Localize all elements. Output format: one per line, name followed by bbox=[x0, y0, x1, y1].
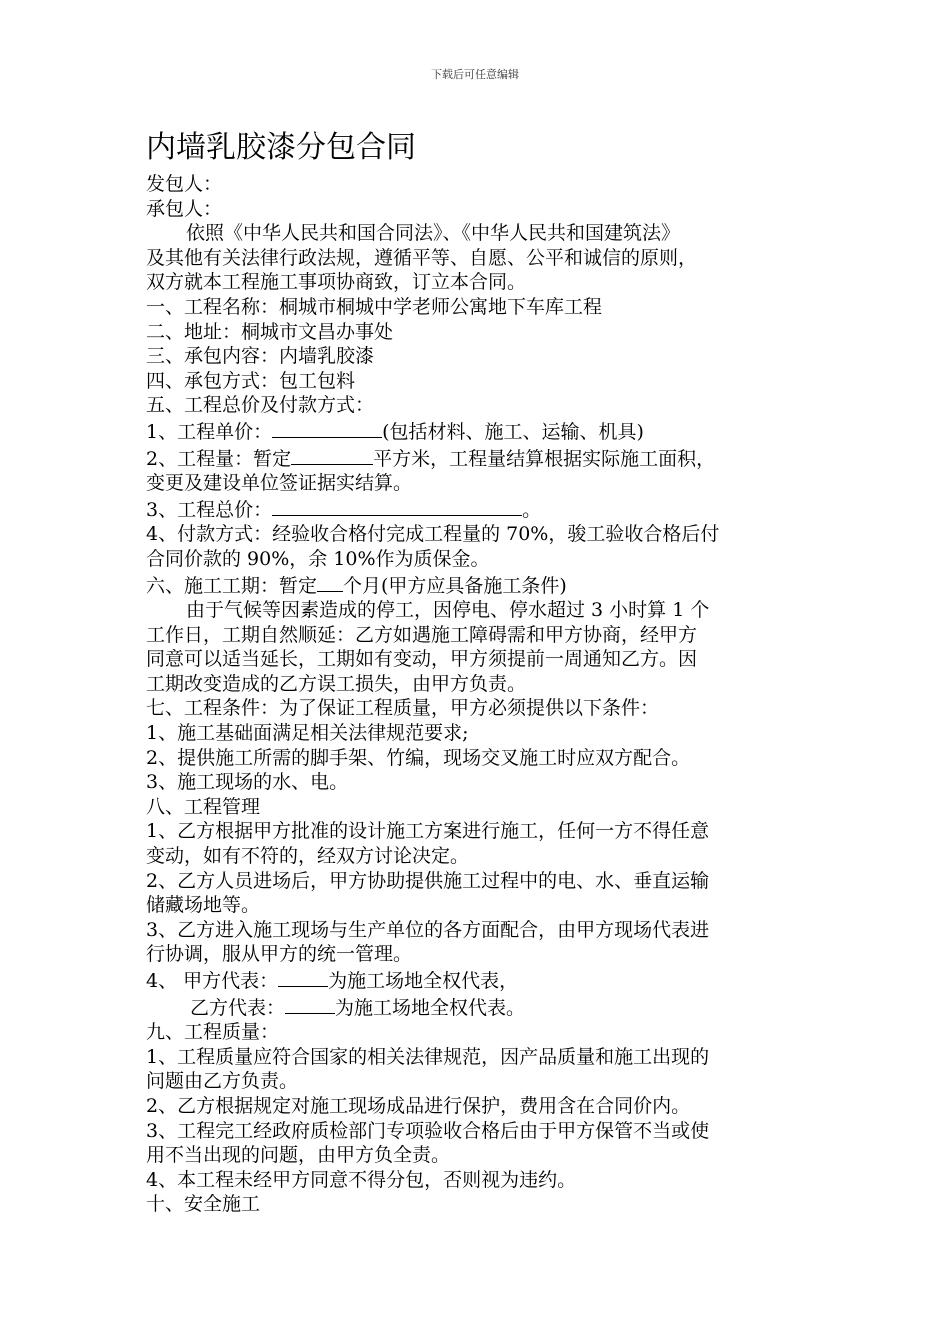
clause-line: 2、提供施工所需的脚手架、竹编，现场交叉施工时应双方配合。 bbox=[146, 746, 691, 769]
total-price-line bbox=[146, 496, 810, 523]
clause-line: 2、乙方人员进场后，甲方协助提供施工过程中的电、水、垂直运输 bbox=[146, 869, 710, 892]
clause-line: 2、乙方根据规定对施工现场成品进行保护，费用含在合同价内。 bbox=[146, 1094, 691, 1117]
payment-line: 4、付款方式：经验收合格付完成工程量的 70%，骏工验收合格后付 bbox=[146, 523, 720, 546]
clause-text: 2、工程量：暂定 bbox=[146, 447, 292, 470]
clause-line: 变更及建设单位签证据实结算。 bbox=[146, 472, 413, 495]
schedule-detail-line: 同意可以适当延长，工期如有变动，甲方须提前一周通知乙方。因 bbox=[146, 648, 698, 671]
clause-text: 为施工场地全权代表。 bbox=[335, 996, 526, 1019]
section-heading: 十、安全施工 bbox=[146, 1193, 261, 1216]
clause-line: 1、施工基础面满足相关法律规范要求; bbox=[146, 722, 469, 745]
quantity-line bbox=[146, 445, 810, 472]
section-heading: 七、工程条件：为了保证工程质量，甲方必须提供以下条件： bbox=[146, 697, 660, 720]
blank-field bbox=[278, 967, 328, 987]
clause-line: 4、本工程未经甲方同意不得分包，否则视为违约。 bbox=[146, 1168, 577, 1191]
party-b-rep-line bbox=[146, 994, 810, 1021]
clause-text: (包括材料、施工、运输、机具) bbox=[382, 420, 644, 443]
blank-field bbox=[272, 496, 522, 516]
scope-line: 三、承包内容：内墙乳胶漆 bbox=[146, 345, 375, 368]
header-note: 下载后可任意编辑 bbox=[431, 68, 519, 81]
section-heading: 九、工程质量： bbox=[146, 1021, 280, 1044]
clause-text: 个月(甲方应具备施工条件) bbox=[343, 574, 567, 597]
address-line: 二、地址：桐城市文昌办事处 bbox=[146, 320, 394, 343]
schedule-line bbox=[146, 572, 810, 599]
project-name-line: 一、工程名称：桐城市桐城中学老师公寓地下车库工程 bbox=[146, 295, 603, 318]
clause-line: 3、施工现场的水、电。 bbox=[146, 771, 349, 794]
clause-text: 。 bbox=[522, 498, 542, 521]
clause-text: 乙方代表： bbox=[190, 996, 286, 1019]
clause-text: 平方米，工程量结算根据实际施工面积， bbox=[373, 447, 716, 470]
clause-line: 储藏场地等。 bbox=[146, 894, 261, 917]
clause-line: 3、工程完工经政府质检部门专项验收合格后由于甲方保管不当或使 bbox=[146, 1119, 710, 1142]
section-heading: 八、工程管理 bbox=[146, 795, 261, 818]
contract-method-line: 四、承包方式：包工包料 bbox=[146, 369, 356, 392]
document-title: 内墙乳胶漆分包合同 bbox=[146, 130, 416, 165]
clause-line: 1、乙方根据甲方批准的设计施工方案进行施工，任何一方不得任意 bbox=[146, 820, 710, 843]
clause-line: 3、乙方进入施工现场与生产单位的各方面配合，由甲方现场代表进 bbox=[146, 918, 710, 941]
clause-line: 变动，如有不符的，经双方讨论决定。 bbox=[146, 845, 470, 868]
clause-line: 1、工程质量应符合国家的相关法律规范，因产品质量和施工出现的 bbox=[146, 1045, 710, 1068]
clause-text: 六、施工工期：暂定 bbox=[146, 574, 318, 597]
clause-text: 4、 甲方代表： bbox=[146, 970, 279, 992]
preamble-line: 依照《中华人民共和国合同法》、《中华人民共和国建筑法》 bbox=[186, 222, 681, 245]
clause-text: 为施工场地全权代表， bbox=[328, 970, 519, 992]
party-a-rep-line bbox=[146, 967, 810, 994]
blank-field bbox=[285, 994, 335, 1014]
clause-line: 问题由乙方负责。 bbox=[146, 1070, 299, 1093]
contract-document bbox=[146, 126, 810, 1217]
blank-field bbox=[317, 572, 343, 592]
section-heading: 五、工程总价及付款方式： bbox=[146, 394, 375, 417]
blank-field bbox=[291, 445, 373, 465]
blank-field bbox=[272, 418, 382, 438]
contractor-line: 承包人： bbox=[146, 197, 223, 220]
employer-line: 发包人： bbox=[146, 173, 223, 195]
schedule-detail-line: 工期改变造成的乙方误工损失，由甲方负责。 bbox=[146, 672, 527, 695]
clause-line: 行协调，服从甲方的统一管理。 bbox=[146, 943, 413, 966]
unit-price-line bbox=[146, 418, 810, 445]
clause-text: 3、工程总价： bbox=[146, 498, 273, 521]
clause-line: 用不当出现的问题，由甲方负全责。 bbox=[146, 1144, 451, 1167]
clause-text: 1、工程单价： bbox=[146, 420, 273, 443]
schedule-detail-line: 由于气候等因素造成的停工，因停电、停水超过 3 小时算 1 个 bbox=[186, 599, 710, 622]
schedule-detail-line: 工作日，工期自然顺延：乙方如遇施工障碍需和甲方协商，经甲方 bbox=[146, 623, 698, 646]
payment-line: 合同价款的 90%，余 10%作为质保金。 bbox=[146, 547, 490, 570]
preamble-line: 及其他有关法律行政法规，遵循平等、自愿、公平和诚信的原则， bbox=[146, 246, 698, 269]
preamble-line: 双方就本工程施工事项协商致，订立本合同。 bbox=[146, 271, 527, 294]
